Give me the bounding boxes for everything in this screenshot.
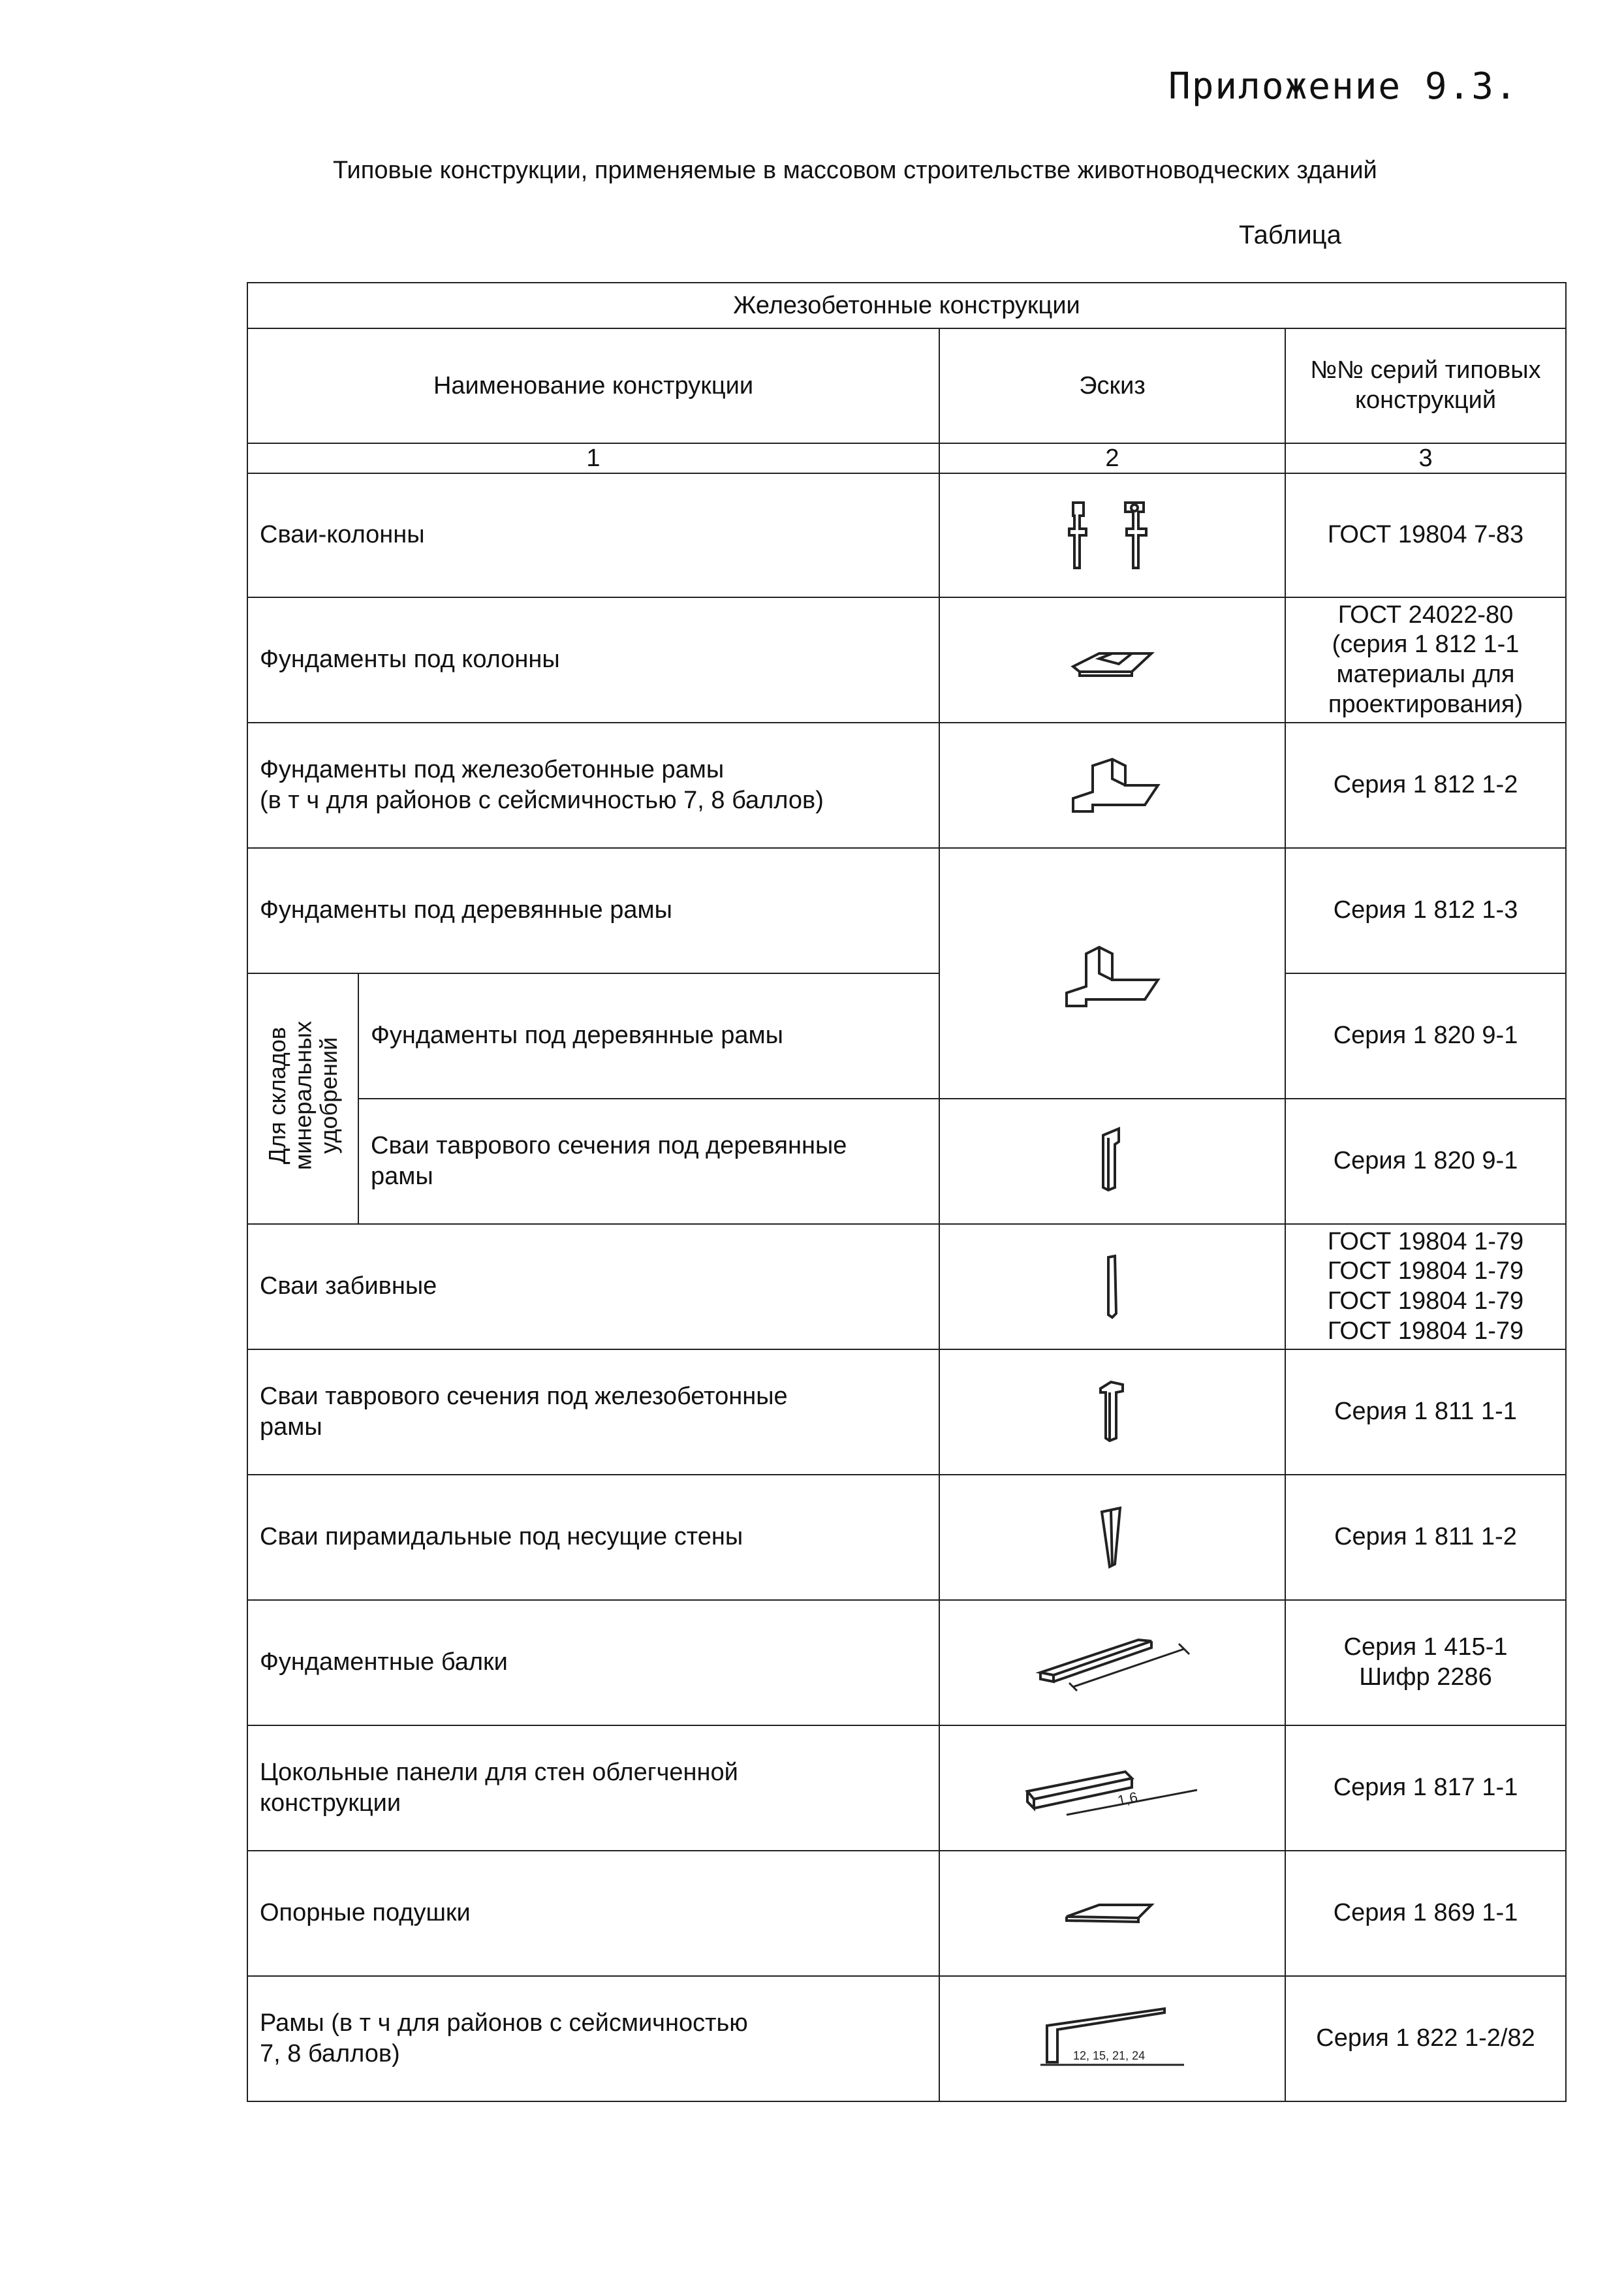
series-number: Серия 1 820 9-1 bbox=[1285, 1099, 1566, 1224]
construction-name: Сваи пирамидальные под несущие стены bbox=[247, 1475, 939, 1600]
pyramidal-pile-sketch bbox=[939, 1475, 1285, 1600]
construction-name: Фундаменты под деревянные рамы bbox=[247, 848, 939, 973]
structures-table bbox=[247, 282, 1567, 2102]
frame-foundation-sketch bbox=[939, 723, 1285, 848]
construction-name: Сваи таврового сечения под деревянные рамы bbox=[358, 1099, 939, 1224]
table-row bbox=[247, 1725, 1566, 1851]
column-number-1: 1 bbox=[247, 443, 939, 473]
series-number: Серия 1 822 1-2/82 bbox=[1285, 1976, 1566, 2101]
construction-name: Сваи-колонны bbox=[247, 473, 939, 597]
series-number: Серия 1 811 1-1 bbox=[1285, 1349, 1566, 1475]
driven-pile-sketch bbox=[939, 1224, 1285, 1349]
table-row bbox=[247, 1851, 1566, 1976]
construction-name: Цокольные панели для стен облегченной конструкции bbox=[247, 1725, 939, 1851]
construction-name: Фундаменты под колонны bbox=[247, 597, 939, 723]
series-number: Серия 1 869 1-1 bbox=[1285, 1851, 1566, 1976]
construction-name: Сваи таврового сечения под железобетонные рамы bbox=[247, 1349, 939, 1475]
column-header-sketch: Эскиз bbox=[939, 328, 1285, 443]
table-group-title: Железобетонные конструкции bbox=[247, 283, 1566, 328]
timber-frame-foundation-sketch bbox=[939, 848, 1285, 1099]
series-number: ГОСТ 19804 1-79 ГОСТ 19804 1-79 ГОСТ 19804 1-79 ГОСТ 19804 1-79 bbox=[1285, 1224, 1566, 1349]
table-row bbox=[247, 1976, 1566, 2101]
construction-name: Рамы (в т ч для районов с сейсмичностью 7, 8 баллов) bbox=[247, 1976, 939, 2101]
construction-name: Фундаментные балки bbox=[247, 1600, 939, 1725]
table-row bbox=[247, 848, 1566, 973]
pile-column-sketch bbox=[939, 473, 1285, 597]
series-number: Серия 1 820 9-1 bbox=[1285, 973, 1566, 1099]
construction-name: Фундаменты под деревянные рамы bbox=[358, 973, 939, 1099]
table-row bbox=[247, 1475, 1566, 1600]
series-number: Серия 1 812 1-3 bbox=[1285, 848, 1566, 973]
table-row bbox=[247, 597, 1566, 723]
series-number: Серия 1 811 1-2 bbox=[1285, 1475, 1566, 1600]
table-row bbox=[247, 973, 1566, 1099]
table-row bbox=[247, 723, 1566, 848]
table-row bbox=[247, 1600, 1566, 1725]
column-number-2: 2 bbox=[939, 443, 1285, 473]
column-header-name: Наименование конструкции bbox=[247, 328, 939, 443]
column-foundation-sketch bbox=[939, 597, 1285, 723]
series-number: Серия 1 415-1 Шифр 2286 bbox=[1285, 1600, 1566, 1725]
column-header-series: №№ серий типовых конструкций bbox=[1285, 328, 1566, 443]
series-number: ГОСТ 19804 7-83 bbox=[1285, 473, 1566, 597]
table-row bbox=[247, 1099, 1566, 1224]
appendix-number: Приложение 9.3. bbox=[1168, 65, 1518, 108]
frame-span-label: 12, 15, 21, 24 bbox=[1073, 2049, 1146, 2062]
construction-name: Сваи забивные bbox=[247, 1224, 939, 1349]
table-row bbox=[247, 1349, 1566, 1475]
series-number: Серия 1 817 1-1 bbox=[1285, 1725, 1566, 1851]
t-pile-concrete-sketch bbox=[939, 1349, 1285, 1475]
table-label: Таблица bbox=[1239, 221, 1341, 249]
document-subtitle: Типовые конструкции, применяемые в массовом строительстве животноводческих зданий bbox=[333, 157, 1377, 184]
frame-sketch bbox=[939, 1976, 1285, 2101]
series-number: ГОСТ 24022-80 (серия 1 812 1-1 материалы для проектирования) bbox=[1285, 597, 1566, 723]
series-number: Серия 1 812 1-2 bbox=[1285, 723, 1566, 848]
t-pile-timber-sketch bbox=[939, 1099, 1285, 1224]
side-group-label: Для складов минеральных удобрений bbox=[247, 973, 358, 1224]
plinth-panel-sketch bbox=[939, 1725, 1285, 1851]
column-number-3: 3 bbox=[1285, 443, 1566, 473]
panel-length-label: 1,6 bbox=[1116, 1789, 1139, 1809]
foundation-beam-sketch bbox=[939, 1600, 1285, 1725]
construction-name: Опорные подушки bbox=[247, 1851, 939, 1976]
table-row bbox=[247, 1224, 1566, 1349]
construction-name: Фундаменты под железобетонные рамы (в т ч для районов с сейсмичностью 7, 8 баллов) bbox=[247, 723, 939, 848]
table-row bbox=[247, 473, 1566, 597]
bearing-pad-sketch bbox=[939, 1851, 1285, 1976]
